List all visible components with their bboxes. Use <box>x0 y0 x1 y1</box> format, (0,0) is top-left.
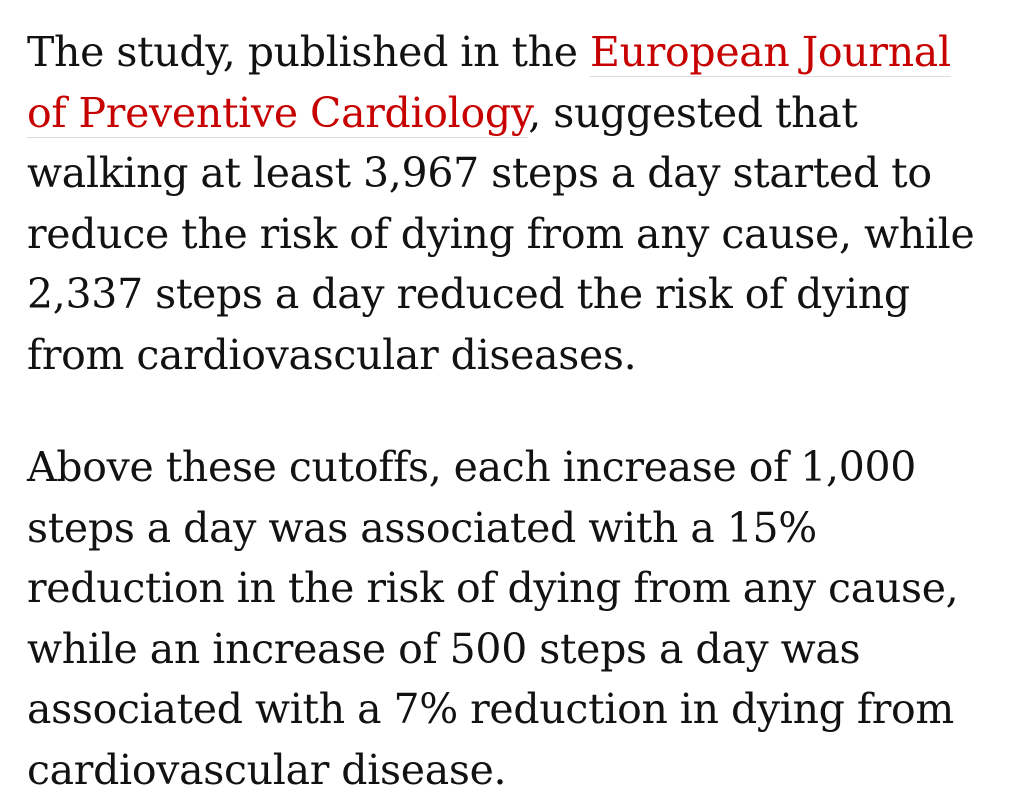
journal-link-continued[interactable]: of Preventive Cardiology <box>27 89 528 138</box>
text-line: while an increase of 500 steps a day was <box>27 619 1012 680</box>
text-line: reduction in the risk of dying from any cause, <box>27 558 1012 619</box>
text-segment: The study, published in the <box>27 28 590 76</box>
journal-link[interactable]: European Journal <box>590 28 951 77</box>
text-line <box>27 22 1012 83</box>
text-line: associated with a 7% reduction in dying from <box>27 679 1012 740</box>
text-segment: , suggested that <box>528 89 857 137</box>
text-line: reduce the risk of dying from any cause, while <box>27 204 1012 265</box>
text-line: 2,337 steps a day reduced the risk of dying <box>27 264 1012 325</box>
text-line <box>27 83 1012 144</box>
text-line: Above these cutoffs, each increase of 1,000 <box>27 437 1012 498</box>
paragraph-cutoffs <box>27 437 1012 800</box>
text-line: from cardiovascular diseases. <box>27 325 1012 386</box>
paragraph-study <box>27 22 1012 385</box>
text-line: walking at least 3,967 steps a day started to <box>27 143 1012 204</box>
article-body <box>27 22 1012 800</box>
text-line: steps a day was associated with a 15% <box>27 498 1012 559</box>
text-line: cardiovascular disease. <box>27 740 1012 800</box>
